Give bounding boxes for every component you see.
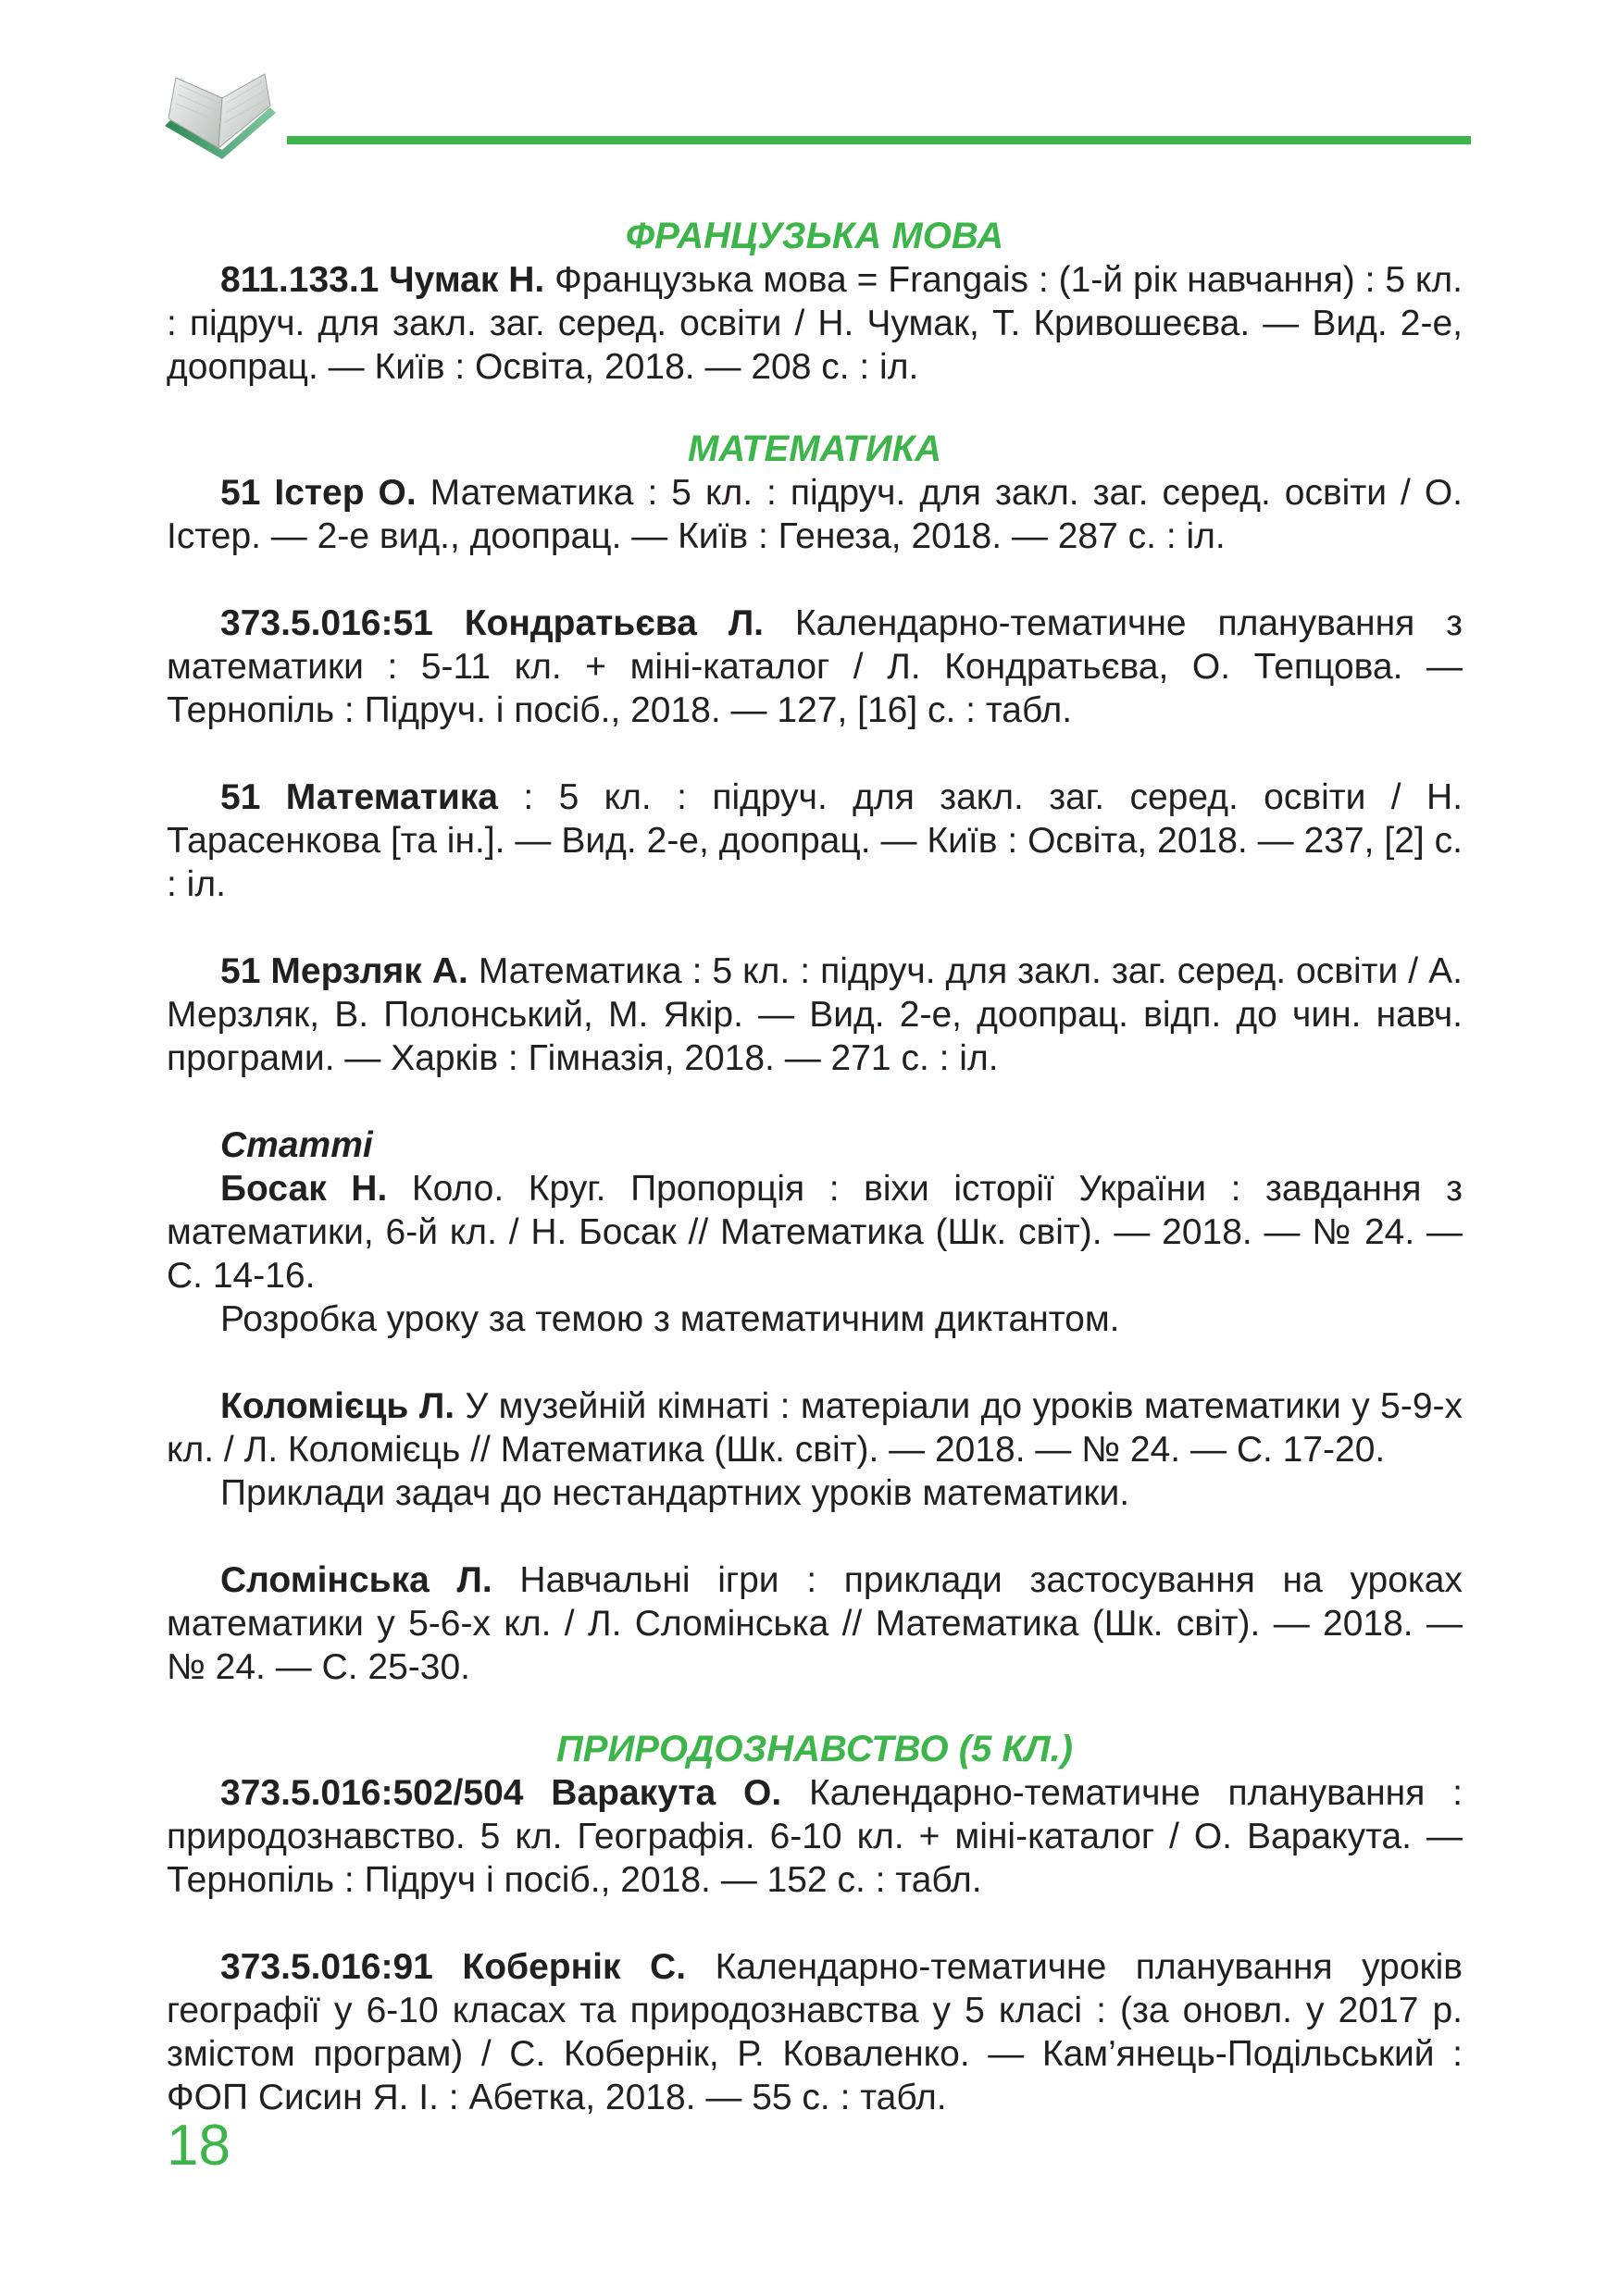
entry-heading: 373.5.016:51 Кондратьєва Л. [220,603,765,643]
article-annotation: Приклади задач до нестандартних уроків математики. [220,1473,1130,1513]
section-title-nature: ПРИРОДОЗНАВСТВО (5 КЛ.) [556,1729,1073,1769]
entry-text: Французька мова = Frangais : (1-й рік навчання) : 5 кл. : підруч. для закл. заг. серед. освіти / Н. Чумак, Т. Кривошеєва. — Вид. 2-е, доопрац. — Київ : Освіта, 2018. — 208 с. : іл. [167,260,1463,387]
bibliography-entry [167,949,1463,1080]
entry-text: Календарно-тематичне планування з математики : 5-11 кл. + міні-каталог / Л. Кондратьєва, О. Тепцова. — Тернопіль : Підруч. і посіб., 2018. — 127, [16] с. : табл. [167,603,1463,730]
section-title-math: МАТЕМАТИКА [687,428,942,469]
entry-heading: 811.133.1 Чумак Н. [220,260,545,300]
entry-heading: Коломієць Л. [220,1386,455,1426]
bibliography-content [167,215,1463,2119]
open-book-icon [157,72,282,165]
bibliography-entry [167,258,1463,389]
article-entry [167,1558,1463,1689]
bibliography-entry [167,1945,1463,2119]
bibliography-entry [167,776,1463,906]
entry-text: Календарно-тематичне планування : природознавство. 5 кл. Географія. 6-10 кл. + міні-каталог / О. Варакута. — Тернопіль : Підруч і посіб., 2018. — 152 с. : табл. [167,1773,1463,1900]
entry-text: Математика : 5 кл. : підруч. для закл. заг. серед. освіти / О. Істер. — 2-е вид., доопрац. — Київ : Генеза, 2018. — 287 с. : іл. [167,473,1463,556]
entry-text: У музейній кімнаті : матеріали до уроків математики у 5-9-х кл. / Л. Коломієць // Математика (Шк. світ). — 2018. — № 24. — С. 17-20. [167,1386,1463,1470]
bibliography-entry [167,602,1463,732]
entry-text: Коло. Круг. Пропорція : віхи історії України : завдання з математики, 6-й кл. / Н. Босак // Математика (Шк. світ). — 2018. — № 24. — С. 14-16. [167,1169,1463,1296]
entry-text: Математика : 5 кл. : підруч. для закл. заг. серед. освіти / А. Мерзляк, В. Полонський, М. Якір. — Вид. 2-е, доопрац. відп. до чин. навч. програми. — Харків : Гімназія, 2018. — 271 с. : іл. [167,951,1463,1078]
article-annotation: Розробка уроку за темою з математичним диктантом. [220,1299,1120,1339]
bibliography-entry [167,1771,1463,1902]
article-entry [167,1384,1463,1471]
articles-heading: Статті [220,1125,373,1165]
page-number: 18 [167,2114,230,2178]
entry-text: : 5 кл. : підруч. для закл. заг. серед. освіти / Н. Тарасенкова [та ін.]. — Вид. 2-е, доопрац. — Київ : Освіта, 2018. — 237, [2] с. : іл. [167,777,1463,904]
entry-heading: 51 Мерзляк А. [220,951,468,991]
page-header [157,72,1472,174]
article-entry [167,1167,1463,1297]
header-rule [287,136,1471,144]
entry-heading: 51 Істер О. [220,473,417,513]
entry-text: Календарно-тематичне планування уроків географії у 6-10 класах та природознавства у 5 класі : (за оновл. у 2017 р. змістом програм) / С. Кобернік, Р. Коваленко. — Кам’янець-Подільський : ФОП Сисин Я. І. : Абетка, 2018. — 55 с. : табл. [167,1947,1463,2117]
entry-text: Навчальні ігри : приклади застосування на уроках математики у 5-6-х кл. / Л. Сломінська // Математика (Шк. світ). — 2018. — № 24. — С. 25-30. [167,1560,1463,1687]
bibliography-entry [167,471,1463,558]
section-title-french: ФРАНЦУЗЬКА МОВА [625,216,1004,256]
entry-heading: Сломінська Л. [220,1560,492,1600]
entry-heading: 373.5.016:91 Кобернік С. [220,1947,687,1987]
entry-heading: Босак Н. [220,1169,388,1209]
entry-heading: 51 Математика [220,777,498,817]
entry-heading: 373.5.016:502/504 Варакута О. [220,1773,782,1813]
